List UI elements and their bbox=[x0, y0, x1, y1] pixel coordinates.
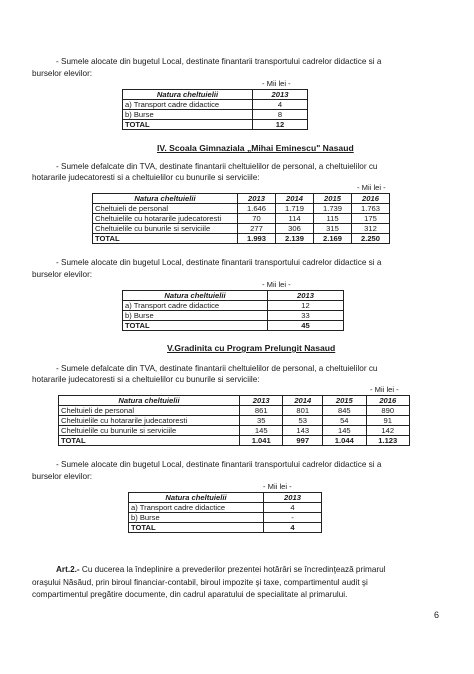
article-2-label: Art.2.- bbox=[56, 565, 80, 574]
year-header: 2014 bbox=[276, 194, 314, 204]
table-transport-burse-3 bbox=[128, 492, 322, 533]
tva-intro-cont: hotararile judecatoresti si a cheltuielilor cu bunurile si serviciile: bbox=[32, 173, 260, 182]
year-header: 2015 bbox=[323, 396, 366, 406]
cell-value: 54 bbox=[323, 416, 366, 426]
row-value: 12 bbox=[268, 301, 344, 311]
table-row bbox=[123, 100, 308, 110]
table-row bbox=[129, 513, 322, 523]
unit-label: - Mii lei - bbox=[262, 280, 291, 289]
table-row bbox=[123, 120, 308, 130]
row-value: 45 bbox=[268, 321, 344, 331]
cell-value: 306 bbox=[276, 224, 314, 234]
cell-value: 1.044 bbox=[323, 436, 366, 446]
table-row bbox=[129, 523, 322, 533]
cell-value: 145 bbox=[240, 426, 283, 436]
tva-intro: - Sumele defalcate din TVA, destinate finantarii cheltuielilor de personal, a cheltuielilor cu bbox=[56, 162, 378, 171]
col-header: Natura cheltuielii bbox=[123, 291, 268, 301]
row-label: TOTAL bbox=[123, 120, 253, 130]
cell-value: 1.123 bbox=[366, 436, 409, 446]
cell-value: 1.719 bbox=[276, 204, 314, 214]
table-transport-burse-2 bbox=[122, 290, 344, 331]
row-label: TOTAL bbox=[123, 321, 268, 331]
article-2-line-2: oraşului Năsăud, prin biroul financiar-contabil, biroul impozite şi taxe, compartimentul audit şi bbox=[32, 578, 368, 587]
table-row bbox=[93, 214, 390, 224]
cell-value: 1.763 bbox=[352, 204, 390, 214]
year-header: 2014 bbox=[283, 396, 323, 406]
row-value: - bbox=[264, 513, 322, 523]
row-label: b) Burse bbox=[123, 311, 268, 321]
row-label: Cheltuieli de personal bbox=[93, 204, 238, 214]
cell-value: 142 bbox=[366, 426, 409, 436]
cell-value: 2.139 bbox=[276, 234, 314, 244]
page-number: 6 bbox=[434, 610, 440, 620]
col-header: Natura cheltuielii bbox=[93, 194, 238, 204]
row-label: Cheltuielile cu hotararile judecatoresti bbox=[59, 416, 240, 426]
row-label: a) Transport cadre didactice bbox=[129, 503, 264, 513]
row-label: a) Transport cadre didactice bbox=[123, 100, 253, 110]
row-label: TOTAL bbox=[59, 436, 240, 446]
table-row bbox=[93, 204, 390, 214]
year-header: 2013 bbox=[253, 90, 308, 100]
unit-label: - Mii lei - bbox=[357, 183, 386, 192]
table-row bbox=[93, 224, 390, 234]
cell-value: 890 bbox=[366, 406, 409, 416]
cell-value: 315 bbox=[314, 224, 352, 234]
year-header: 2013 bbox=[264, 493, 322, 503]
year-header: 2013 bbox=[268, 291, 344, 301]
table-row bbox=[129, 503, 322, 513]
row-value: 4 bbox=[264, 503, 322, 513]
table-row bbox=[93, 234, 390, 244]
section-heading-gradinita: V.Gradinita cu Program Prelungit Nasaud bbox=[167, 343, 336, 353]
cell-value: 277 bbox=[238, 224, 276, 234]
row-label: Cheltuielile cu bunurile si serviciile bbox=[59, 426, 240, 436]
unit-label: - Mii lei - bbox=[262, 79, 291, 88]
table-row bbox=[59, 436, 410, 446]
cell-value: 801 bbox=[283, 406, 323, 416]
cell-value: 115 bbox=[314, 214, 352, 224]
table-row bbox=[123, 321, 344, 331]
row-label: b) Burse bbox=[129, 513, 264, 523]
budget-transport-intro: - Sumele alocate din bugetul Local, destinate finantarii transportului cadrelor didactice si a bbox=[56, 57, 382, 66]
row-value: 12 bbox=[253, 120, 308, 130]
table-row bbox=[59, 406, 410, 416]
col-header: Natura cheltuielii bbox=[59, 396, 240, 406]
section-heading-scoala: IV. Scoala Gimnaziala „Mihai Eminescu" Nasaud bbox=[157, 143, 354, 153]
cell-value: 91 bbox=[366, 416, 409, 426]
col-header: Natura cheltuielii bbox=[123, 90, 253, 100]
table-row bbox=[59, 416, 410, 426]
year-header: 2013 bbox=[238, 194, 276, 204]
row-label: TOTAL bbox=[129, 523, 264, 533]
cell-value: 1.993 bbox=[238, 234, 276, 244]
cell-value: 1.041 bbox=[240, 436, 283, 446]
budget-transport-intro-cont: burselor elevilor: bbox=[32, 69, 93, 78]
row-label: Cheltuielile cu hotararile judecatoresti bbox=[93, 214, 238, 224]
article-2-text: Cu ducerea la îndeplinire a prevederilor prezentei hotărâri se încredinţează primarul bbox=[79, 565, 386, 574]
cell-value: 1.646 bbox=[238, 204, 276, 214]
row-label: a) Transport cadre didactice bbox=[123, 301, 268, 311]
cell-value: 861 bbox=[240, 406, 283, 416]
cell-value: 53 bbox=[283, 416, 323, 426]
article-2-line-1 bbox=[56, 564, 386, 575]
table-row bbox=[123, 301, 344, 311]
row-value: 4 bbox=[264, 523, 322, 533]
tva-intro-cont: hotararile judecatoresti si a cheltuielilor cu bunurile si serviciile: bbox=[32, 375, 260, 384]
table-row bbox=[59, 426, 410, 436]
cell-value: 70 bbox=[238, 214, 276, 224]
cell-value: 145 bbox=[323, 426, 366, 436]
unit-label: - Mii lei - bbox=[263, 482, 292, 491]
cell-value: 997 bbox=[283, 436, 323, 446]
cell-value: 2.250 bbox=[352, 234, 390, 244]
table-tva-gradinita bbox=[58, 395, 410, 446]
row-value: 8 bbox=[253, 110, 308, 120]
row-value: 4 bbox=[253, 100, 308, 110]
row-label: TOTAL bbox=[93, 234, 238, 244]
cell-value: 35 bbox=[240, 416, 283, 426]
year-header: 2015 bbox=[314, 194, 352, 204]
table-tva-scoala bbox=[92, 193, 390, 244]
year-header: 2016 bbox=[352, 194, 390, 204]
budget-transport-intro-cont: burselor elevilor: bbox=[32, 270, 93, 279]
table-row bbox=[123, 311, 344, 321]
budget-transport-intro-cont: burselor elevilor: bbox=[32, 472, 93, 481]
table-transport-burse-1 bbox=[122, 89, 308, 130]
row-value: 33 bbox=[268, 311, 344, 321]
cell-value: 845 bbox=[323, 406, 366, 416]
row-label: Cheltuieli de personal bbox=[59, 406, 240, 416]
col-header: Natura cheltuielii bbox=[129, 493, 264, 503]
budget-transport-intro: - Sumele alocate din bugetul Local, destinate finantarii transportului cadrelor didactice si a bbox=[56, 460, 382, 469]
year-header: 2013 bbox=[240, 396, 283, 406]
cell-value: 175 bbox=[352, 214, 390, 224]
tva-intro: - Sumele defalcate din TVA, destinate finantarii cheltuielilor de personal, a cheltuielilor cu bbox=[56, 364, 378, 373]
row-label: Cheltuielile cu bunurile si serviciile bbox=[93, 224, 238, 234]
year-header: 2016 bbox=[366, 396, 409, 406]
article-2-line-3: compartimentul pregătire documente, din cadrul aparatului de specialitate al primarului. bbox=[32, 590, 348, 599]
table-row bbox=[123, 110, 308, 120]
unit-label: - Mii lei - bbox=[370, 385, 399, 394]
row-label: b) Burse bbox=[123, 110, 253, 120]
cell-value: 1.739 bbox=[314, 204, 352, 214]
cell-value: 312 bbox=[352, 224, 390, 234]
cell-value: 114 bbox=[276, 214, 314, 224]
cell-value: 143 bbox=[283, 426, 323, 436]
cell-value: 2.169 bbox=[314, 234, 352, 244]
budget-transport-intro: - Sumele alocate din bugetul Local, destinate finantarii transportului cadrelor didactice si a bbox=[56, 258, 382, 267]
